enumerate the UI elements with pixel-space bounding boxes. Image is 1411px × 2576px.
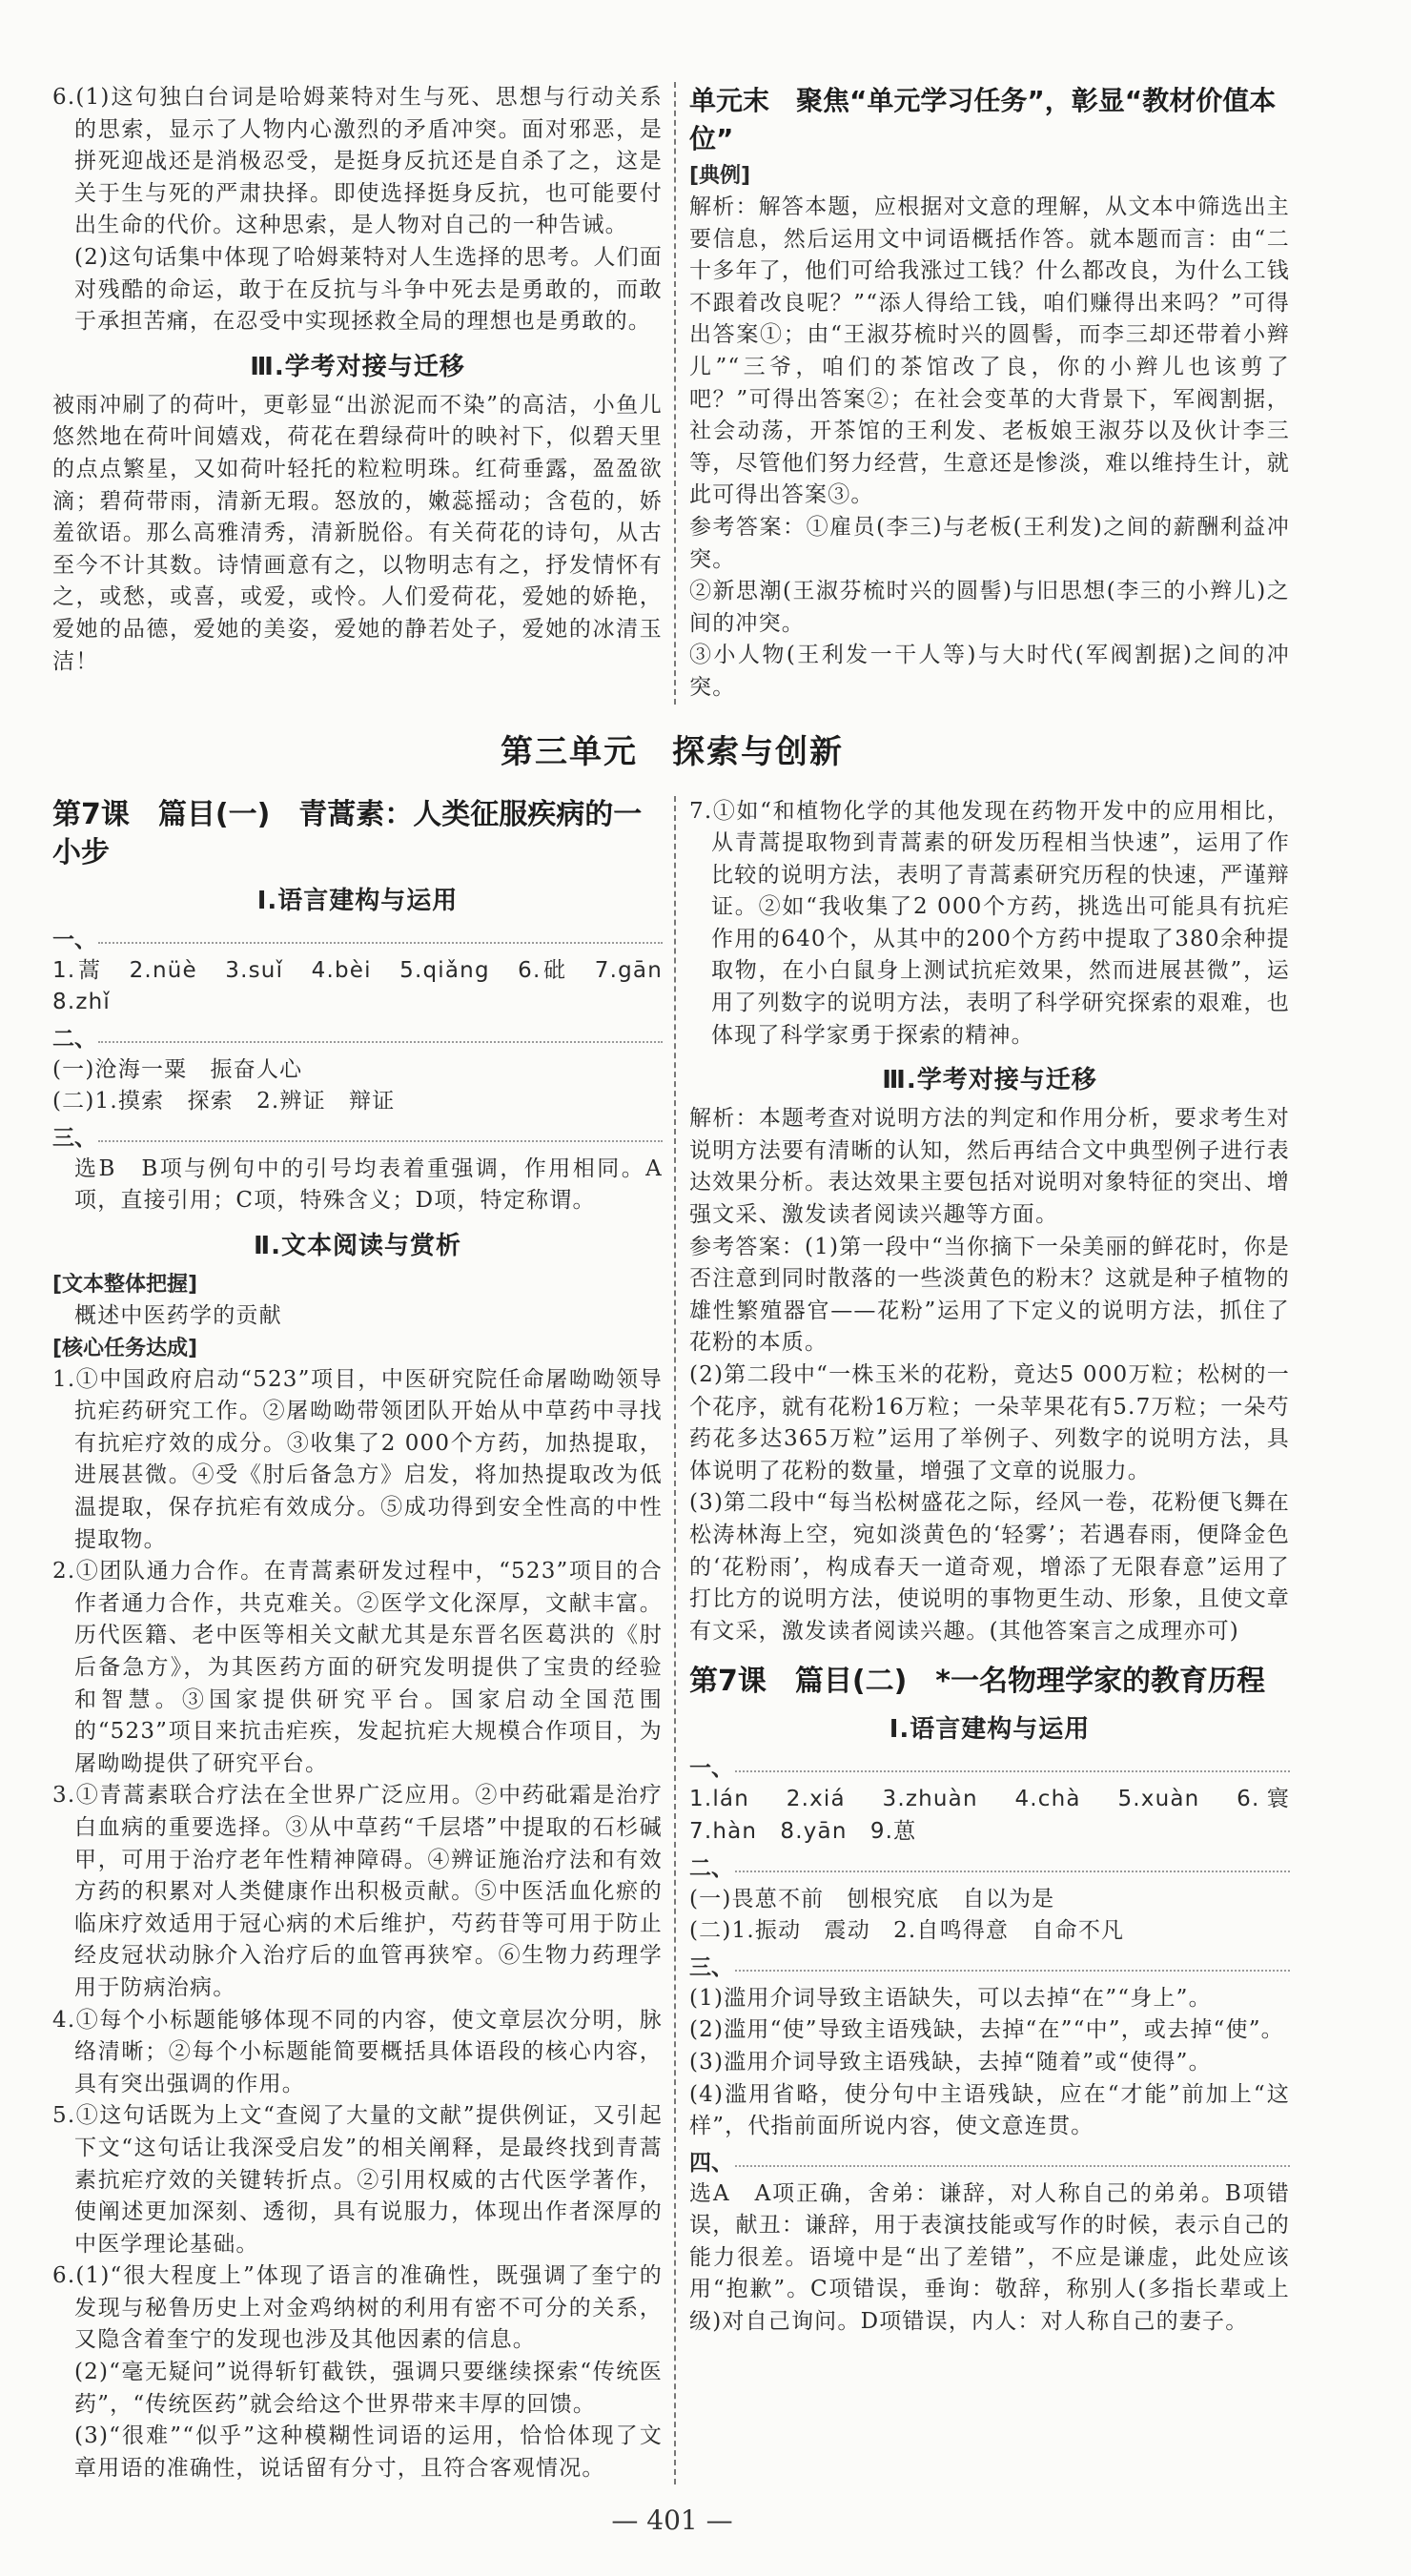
core-task-label: [核心任务达成] xyxy=(52,1336,198,1360)
example-label: [典例] xyxy=(689,164,751,188)
sentence-answer: (3)滥用介词导致主语残缺，去掉“随着”或“使得”。 xyxy=(689,2049,1212,2075)
section-heading: Ⅱ.文本阅读与赏析 xyxy=(253,1232,461,1261)
answer-item: 4.①每个小标题能够体现不同的内容，使文章层次分明，脉络清晰；②每个小标题能简要概括具体语段的核心内容，具有突出强调的作用。 xyxy=(52,2007,663,2096)
reference-answer: ③小人物(王利发一干人等)与大时代(军阀割据)之间的冲突。 xyxy=(689,643,1290,700)
right-main-column xyxy=(674,796,1314,2485)
overall-label: [文本整体把握] xyxy=(52,1273,198,1298)
unit-title: 第三单元 探索与创新 xyxy=(501,732,844,771)
answer-item: 2.①团队通力合作。在青蒿素研发过程中，“523”项目的合作者通力合作，共克难关。②医学文化深厚，文献丰富。历代医籍、老中医等相关文献尤其是东晋名医葛洪的《肘后备急方》，为其医药方面的研究发明提供了宝贵的经验和智慧。③国家提供研究平台。国家启动全国范围的“523”项目来抗击疟疾，发起抗疟大规模合作项目，为屠呦呦提供了研究平台。 xyxy=(52,1559,663,1776)
sentence-answer: (1)滥用介词导致主语缺失，可以去掉“在”“身上”。 xyxy=(689,1985,1212,2011)
section-heading: Ⅰ.语言建构与运用 xyxy=(889,1715,1091,1745)
overall-text: 概述中医药学的贡献 xyxy=(74,1303,282,1329)
reference-answer: 参考答案：①雇员(李三)与老板(王利发)之间的薪酬利益冲突。 xyxy=(689,514,1290,572)
unit-end-title: 单元末 聚焦“单元学习任务”，彰显“教材价值本位” xyxy=(689,85,1277,154)
example-analysis: 解析：解答本题，应根据对文意的理解，从文本中筛选出主要信息，然后运用文中词语概括作答。就本题而言：由“二十多年了，他们可给我涨过工钱？什么都改良，为什么工钱不跟着改良呢？”“添人得给工钱，咱们赚得出来吗？”可得出答案①；由“王淑芬梳时兴的圆髻，而李三却还带着小辫儿”“三爷，咱们的茶馆改了良，你的小辫儿也该剪了吧？”可得出答案②；在社会变革的大背景下，军阀割据，社会动荡，开茶馆的王利发、老板娘王淑芬以及伙计李三等，尽管他们努力经营，生意还是惨淡，难以维持生计，就此可得出答案③。 xyxy=(689,194,1290,508)
answer-item: 3.①青蒿素联合疗法在全世界广泛应用。②中药砒霜是治疗白血病的重要选择。③从中草药“千层塔”中提取的石杉碱甲，可用于治疗老年性精神障碍。④辨证施治疗法和有效方药的积累对人类健康作出积极贡献。⑤中医活血化瘀的临床疗效适用于冠心病的术后维护，芍药苷等可用于防止经皮冠状动脉介入治疗后的血管再狭窄。⑥生物力药理学用于防病治病。 xyxy=(52,1783,663,2000)
reference-answer: ②新思潮(王淑芬梳时兴的圆髻)与旧思想(李三的小辫儿)之间的冲突。 xyxy=(689,579,1290,636)
reference-answer: (3)第二段中“每当松树盛花之际，经风一卷，花粉便飞舞在松涛林海上空，宛如淡黄色的‘轻雾’；若遇春雨，便降金色的‘花粉雨’，构成春天一道奇观，增添了无限春意”运用了打比方的说明方法，使说明的事物更生动、形象，且使文章有文采，激发读者阅读兴趣。(其他答案言之成理亦可) xyxy=(689,1490,1290,1644)
answer-6-1: 6.(1)这句独白台词是哈姆莱特对生与死、思想与行动关系的思索，显示了人物内心激烈的矛盾冲突。面对邪恶，是拼死迎战还是消极忍受，是挺身反抗还是自杀了之，这是关于生与死的严肃抉择。即使选择挺身反抗，也可能要付出生命的代价。这种思索，是人物对自己的一种告诫。 xyxy=(52,85,663,238)
answer-7: 7.①如“和植物化学的其他发现在药物开发中的应用相比，从青蒿提取物到青蒿素的研发历程相当快速”，运用了作比较的说明方法，表明了青蒿素研究历程的快速，严谨辩证。②如“我收集了2 000个方药，挑选出可能具有抗疟作用的640个，从其中的200个方药中提取了380余种提取物，在小白鼠身上测试抗疟效果，然而进展甚微”，运用了列数字的说明方法，表明了科学研究探索的艰难，也体现了科学家勇于探索的精神。 xyxy=(689,798,1290,1048)
part-label: 四、 xyxy=(689,2147,1290,2178)
part-label: 一、 xyxy=(689,1752,1290,1784)
word-answer: (一)畏葸不前 刨根究底 自以为是 xyxy=(689,1886,1055,1912)
answer-sub-item: (3)“很难”“似乎”这种模糊性词语的运用，恰恰体现了文章用语的准确性，说话留有分寸，且符合客观情况。 xyxy=(74,2423,663,2481)
top-left-column xyxy=(52,82,674,705)
word-answer: (二)1.振动 震动 2.自鸣得意 自命不凡 xyxy=(689,1918,1125,1944)
part-label: 一、 xyxy=(52,924,663,955)
section-heading: Ⅲ.学考对接与迁移 xyxy=(250,352,465,381)
word-answer: (二)1.摸索 探索 2.辨证 辩证 xyxy=(52,1089,396,1114)
answer-item: 6.(1)“很大程度上”体现了语言的准确性，既强调了奎宁的发现与秘鲁历史上对金鸡纳树的利用有密不可分的关系，又隐含着奎宁的发现也涉及其他因素的信息。 xyxy=(52,2263,663,2353)
lesson-title: 第7课 篇目(二) *一名物理学家的教育历程 xyxy=(689,1665,1265,1699)
word-answer: (一)沧海一粟 振奋人心 xyxy=(52,1056,303,1082)
section-heading: Ⅲ.学考对接与迁移 xyxy=(882,1066,1097,1095)
part-label: 二、 xyxy=(52,1023,663,1054)
sentence-answer: (4)滥用省略，使分句中主语残缺，应在“才能”前加上“这样”，代指前面所说内容，使文意连贯。 xyxy=(689,2081,1290,2139)
part-label: 二、 xyxy=(689,1852,1290,1884)
top-right-column xyxy=(674,82,1290,705)
pinyin-answers: 1.蒿 2.nüè 3.suǐ 4.bèi 5.qiǎng 6.砒 7.gān 8.zhǐ xyxy=(52,957,686,1015)
lesson-title: 第7课 篇目(一) 青蒿素：人类征服疾病的一小步 xyxy=(52,797,643,869)
reference-answer: 参考答案：(1)第一段中“当你摘下一朵美丽的鲜花时，你是否注意到同时散落的一些淡黄色的粉末？这就是种子植物的雄性繁殖器官——花粉”运用了下定义的说明方法，抓住了花粉的本质。 xyxy=(689,1234,1290,1356)
section-text: 被雨冲刷了的荷叶，更彰显“出淤泥而不染”的高洁，小鱼儿悠然地在荷叶间嬉戏，荷花在碧绿荷叶的映衬下，似碧天里的点点繁星，又如荷叶轻托的粒粒明珠。红荷垂露，盈盈欲滴；碧荷带雨，清新无瑕。怒放的，嫩蕊摇动；含苞的，娇羞欲语。那么高雅清秀，清新脱俗。有关荷花的诗句，从古至今不计其数。诗情画意有之，以物明志有之，抒发情怀有之，或愁，或喜，或爱，或怜。人们爱荷花，爱她的娇艳，爱她的品德，爱她的美姿，爱她的静若处子，爱她的冰清玉洁！ xyxy=(52,392,663,674)
choice-answer: 选A A项正确，舍弟：谦辞，对人称自己的弟弟。B项错误，献丑：谦辞，用于表演技能或写作的时候，表示自己的能力很差。语境中是“出了差错”，不应是谦虚，此处应该用“抱歉”。C项错误，垂询：敬辞，称别人(多指长辈或上级)对自己询问。D项错误，内人：对人称自己的妻子。 xyxy=(689,2180,1290,2335)
analysis-text: 解析：本题考查对说明方法的判定和作用分析，要求考生对说明方法要有清晰的认知，然后再结合文中典型例子进行表达效果分析。表达效果主要包括对说明对象特征的突出、增强文采、激发读者阅读兴趣等方面。 xyxy=(689,1106,1290,1228)
pinyin-answers: 1.lán 2.xiá 3.zhuàn 4.chà 5.xuàn 6.寰 7.hàn 8.yān 9.葸 xyxy=(689,1787,1314,1844)
choice-answer: 选B B项与例句中的引号均表着重强调，作用相同。A项，直接引用；C项，特殊含义；D项，特定称谓。 xyxy=(74,1155,663,1214)
answer-item: 5.①这句话既为上文“查阅了大量的文献”提供例证，又引起下文“这句话让我深受启发”的相关阐释，是最终找到青蒿素抗疟疗效的关键转折点。②引用权威的古代医学著作，使阐述更加深刻、透彻，具有说服力，体现出作者深厚的中医学理论基础。 xyxy=(52,2103,663,2257)
main-section xyxy=(52,796,1314,2485)
top-section xyxy=(52,82,1292,705)
page-number: — 401 — xyxy=(611,2504,733,2537)
answer-item: 1.①中国政府启动“523”项目，中医研究院任命屠呦呦领导抗疟药研究工作。②屠呦呦带领团队开始从中草药中寻找有抗疟疗效的成分。③收集了2 000个方药，加热提取，进展甚微。④受《肘后备急方》启发，将加热提取改为低温提取，保存抗疟有效成分。⑤成功得到安全性高的中性提取物。 xyxy=(52,1366,663,1552)
part-label: 三、 xyxy=(52,1122,663,1154)
answer-6-2: (2)这句话集中体现了哈姆莱特对人生选择的思考。人们面对残酷的命运，敢于在反抗与斗争中死去是勇敢的，而敢于承担苦痛，在忍受中实现拯救全局的理想也是勇敢的。 xyxy=(74,244,663,335)
answer-sub-item: (2)“毫无疑问”说得斩钉截铁，强调只要继续探索“传统医药”，“传统医药”就会给这个世界带来丰厚的回馈。 xyxy=(74,2360,663,2417)
reference-answer: (2)第二段中“一株玉米的花粉，竟达5 000万粒；松树的一个花序，就有花粉16万粒；一朵苹果花有5.7万粒；一朵芍药花多达365万粒”运用了举例子、列数字的说明方法，具体说明了花粉的数量，增强了文章的说服力。 xyxy=(689,1362,1290,1483)
part-label: 三、 xyxy=(689,1952,1290,1983)
left-main-column xyxy=(52,796,686,2485)
section-heading: Ⅰ.语言建构与运用 xyxy=(256,886,459,915)
sentence-answer: (2)滥用“使”导致主语残缺，去掉“在”“中”，或去掉“使”。 xyxy=(689,2017,1284,2043)
